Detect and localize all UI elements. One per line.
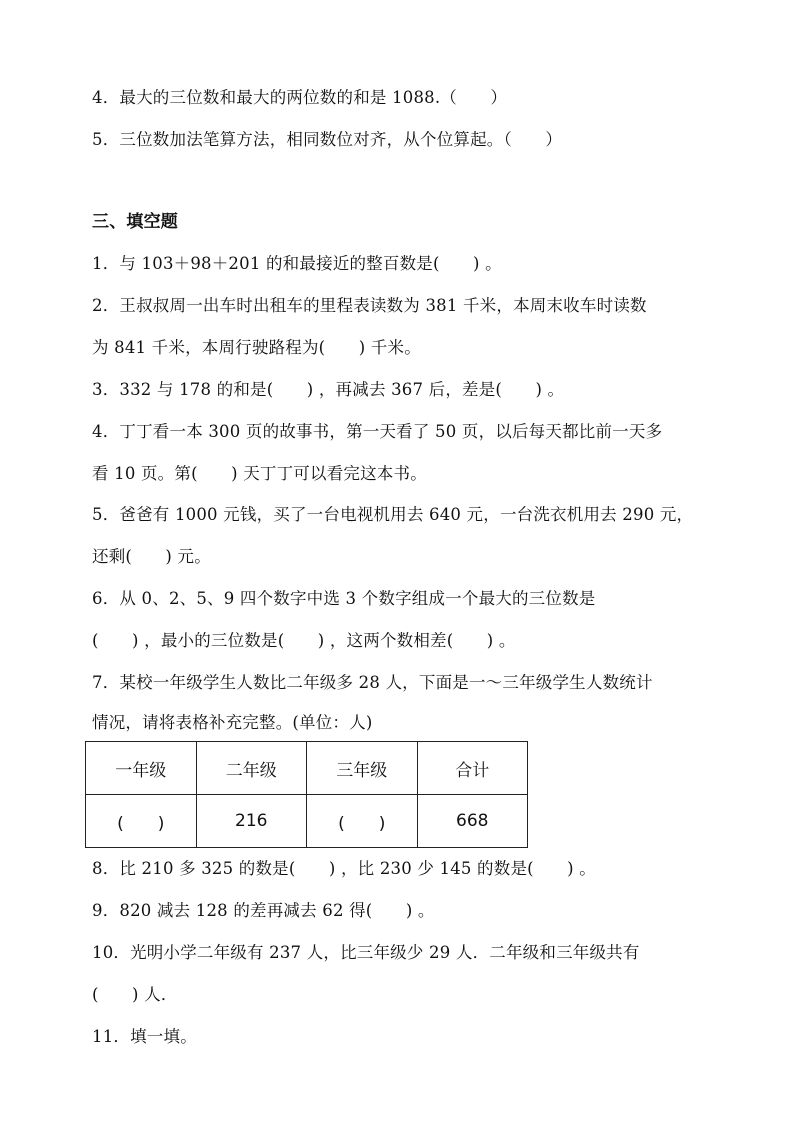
table-header-cell: 合计 [417, 742, 528, 795]
fill-question-9: 9．820 减去 128 的差再减去 62 得( ) 。 [92, 901, 435, 920]
fill-question-10-line-2: ( ) 人． [92, 985, 178, 1004]
table-header-row [86, 742, 528, 795]
table-cell: 216 [196, 795, 307, 848]
fill-question-10-line-1: 10．光明小学二年级有 237 人，比三年级少 29 人．二年级和三年级共有 [92, 943, 640, 962]
true-false-question-5: 5．三位数加法笔算方法，相同数位对齐，从个位算起。（ ） [92, 130, 563, 149]
fill-question-8: 8．比 210 多 325 的数是( ) ，比 230 少 145 的数是( ) 。 [92, 859, 596, 878]
fill-question-4-line-2: 看 10 页。第( ) 天丁丁可以看完这本书。 [92, 464, 427, 483]
fill-question-2-line-2: 为 841 千米，本周行驶路程为( ) 千米。 [92, 338, 421, 357]
table-cell: 668 [417, 795, 528, 848]
student-count-table [85, 741, 528, 848]
fill-question-2-line-1: 2．王叔叔周一出车时出租车的里程表读数为 381 千米，本周末收车时读数 [92, 296, 647, 315]
table-header-cell: 三年级 [307, 742, 418, 795]
table-cell-blank: ( ) [86, 795, 197, 848]
section-heading-fill-blanks: 三、填空题 [92, 212, 178, 232]
fill-question-7-line-2: 情况，请将表格补充完整。(单位：人) [92, 713, 373, 732]
fill-question-3: 3．332 与 178 的和是( ) ，再减去 367 后，差是( ) 。 [92, 380, 565, 399]
table-header-cell: 一年级 [86, 742, 197, 795]
table-row [86, 795, 528, 848]
table-cell-blank: ( ) [307, 795, 418, 848]
true-false-question-4: 4．最大的三位数和最大的两位数的和是 1088.（ ） [92, 88, 508, 107]
fill-question-5-line-1: 5．爸爸有 1000 元钱，买了一台电视机用去 640 元，一台洗衣机用去 290 元， [92, 505, 694, 524]
fill-question-6-line-2: ( ) ，最小的三位数是( ) ，这两个数相差( ) 。 [92, 631, 516, 650]
table-header-cell: 二年级 [196, 742, 307, 795]
fill-question-7-line-1: 7．某校一年级学生人数比二年级多 28 人，下面是一～三年级学生人数统计 [92, 673, 653, 692]
fill-question-4-line-1: 4．丁丁看一本 300 页的故事书，第一天看了 50 页，以后每天都比前一天多 [92, 422, 663, 441]
fill-question-11: 11．填一填。 [92, 1027, 197, 1046]
fill-question-1: 1．与 103＋98＋201 的和最接近的整百数是( ) 。 [92, 254, 502, 273]
fill-question-5-line-2: 还剩( ) 元。 [92, 547, 211, 566]
fill-question-6-line-1: 6．从 0、2、5、9 四个数字中选 3 个数字组成一个最大的三位数是 [92, 589, 596, 608]
